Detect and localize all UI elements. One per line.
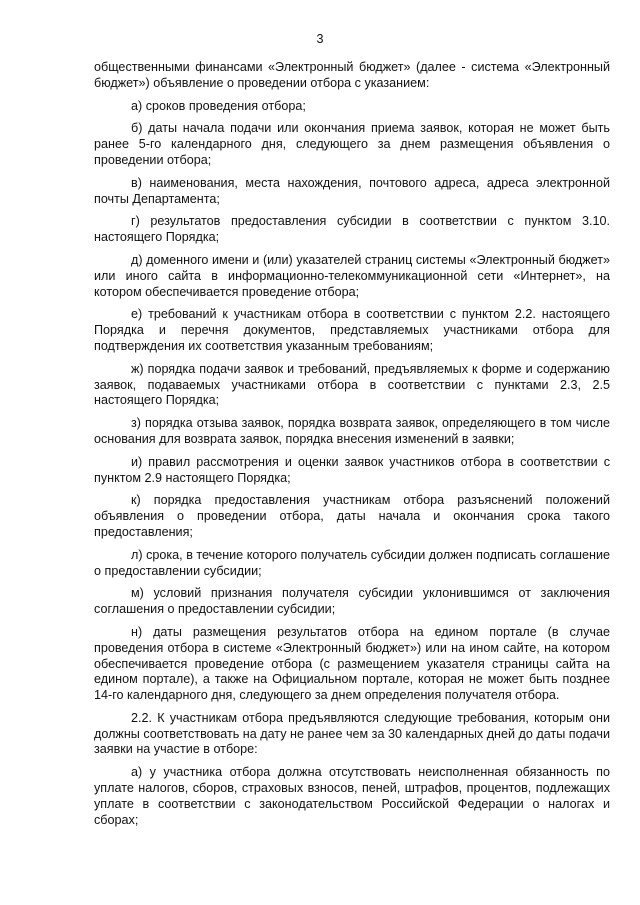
paragraph-item-g: г) результатов предоставления субсидии в соответствии с пунктом 3.10. настоящего Порядка;: [94, 214, 610, 245]
paragraph-item-l: л) срока, в течение которого получатель субсидии должен подписать соглашение о предоставлении субсидии;: [94, 547, 610, 578]
paragraph-continuation: общественными финансами «Электронный бюджет» (далее - система «Электронный бюджет») объявление о проведении отбора с указанием:: [94, 60, 610, 90]
paragraph-item-d: д) доменного имени и (или) указателей страниц системы «Электронный бюджет» или иного сайта в информационно-телекоммуникационной сети «Интернет», на котором обеспечивается проведение отбора;: [94, 252, 610, 299]
paragraph-item-b: б) даты начала подачи или окончания приема заявок, которая не может быть ранее 5-го календарного дня, следующего за днем размещения объявления о проведении отбора;: [94, 121, 610, 167]
paragraph-item-e: е) требований к участникам отбора в соответствии с пунктом 2.2. настоящего Порядка и перечня документов, представляемых участниками отбора для подтверждения их соответствия указанным требованиям;: [94, 307, 610, 353]
paragraph-item-z: з) порядка отзыва заявок, порядка возврата заявок, определяющего в том числе основания для возврата заявок, порядка внесения изменений в заявки;: [94, 416, 610, 446]
paragraph-section-2-2: 2.2. К участникам отбора предъявляются следующие требования, которым они должны соответствовать на дату не ранее чем за 30 календарных дней до даты подачи заявки на участие в отборе:: [94, 710, 611, 757]
paragraph-item-k: к) порядка предоставления участникам отбора разъяснений положений объявления о проведении отбора, даты начала и окончания срока такого предоставления;: [94, 493, 610, 539]
paragraph-item-zh: ж) порядка подачи заявок и требований, предъявляемых к форме и содержанию заявок, подаваемых участниками отбора в соответствии с пунктами 2.3, 2.5 настоящего Порядка;: [94, 361, 610, 408]
paragraph-item-a: а) сроков проведения отбора;: [131, 98, 306, 113]
paragraph-requirement-a: а) у участника отбора должна отсутствовать неисполненная обязанность по уплате налогов, сборов, страховых взносов, пеней, штрафов, процентов, подлежащих уплате в соответствии с законодательством Российской Федерации о налогах и сборах;: [94, 765, 610, 827]
paragraph-item-i: и) правил рассмотрения и оценки заявок участников отбора в соответствии с пунктом 2.9 настоящего Порядка;: [94, 454, 610, 485]
page-number: 3: [316, 32, 324, 46]
paragraph-item-n: н) даты размещения результатов отбора на едином портале (в случае проведения отбора в системе «Электронный бюджет») или на ином сайте, на котором обеспечивается проведение отбора (с размещением указателя страницы сайта на едином портале), а также на Официальном портале, которая не может быть позднее 14-го календарного дня, следующего за днем определения получателя отбора.: [94, 624, 610, 703]
paragraph-item-m: м) условий признания получателя субсидии уклонившимся от заключения соглашения о предоставлении субсидии;: [94, 586, 610, 617]
paragraph-item-v: в) наименования, места нахождения, почтового адреса, адреса электронной почты Департамента;: [94, 175, 610, 206]
document-body: [94, 60, 610, 835]
